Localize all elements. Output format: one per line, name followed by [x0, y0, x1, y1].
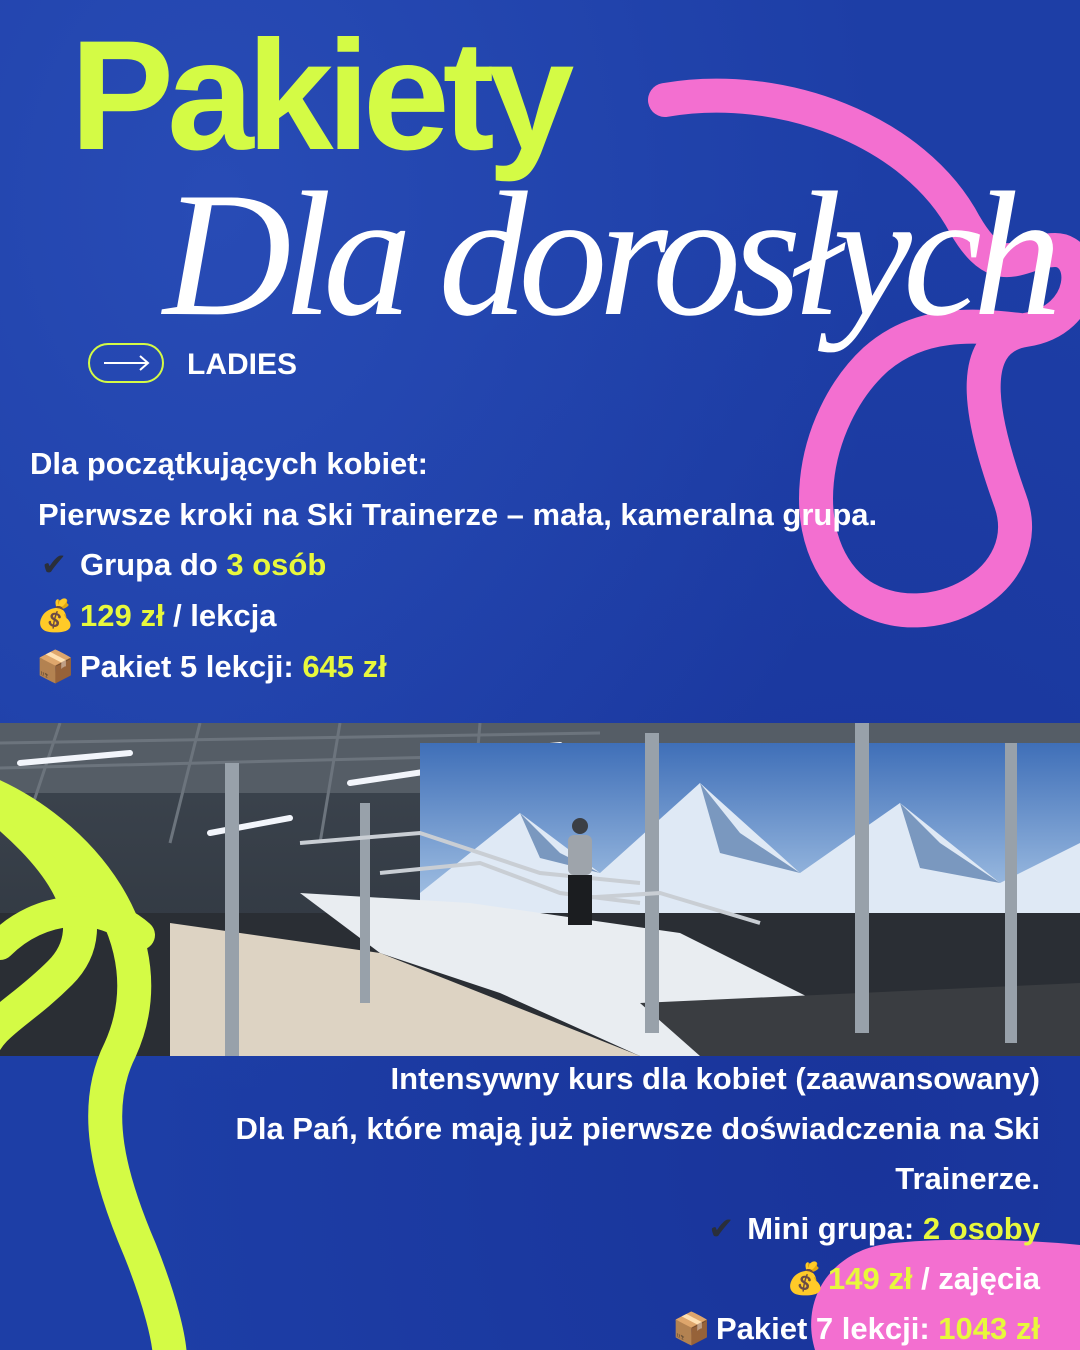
package-value: 1043 zł [938, 1311, 1040, 1346]
package-icon: 📦 [36, 649, 75, 685]
money-bag-icon: 💰 [36, 598, 75, 634]
package-label: Pakiet 7 lekcji: [715, 1311, 939, 1346]
section2-description-line2: Trainerze. [895, 1161, 1040, 1196]
section2-heading: Intensywny kurs dla kobiet (zaawansowany) [390, 1061, 1040, 1096]
group-label: Mini grupa: [747, 1211, 923, 1246]
check-icon: ✔ [708, 1211, 735, 1247]
section2-description-line1: Dla Pań, które mają już pierwsze doświadczenia na Ski [235, 1111, 1040, 1146]
group-label: Grupa do [80, 547, 227, 582]
section2-price [786, 1263, 1040, 1295]
group-value: 3 osób [226, 547, 327, 582]
price-value: 149 zł [828, 1261, 913, 1296]
money-bag-icon: 💰 [786, 1261, 825, 1297]
section1-description: Pierwsze kroki na Ski Trainerze – mała, kameralna grupa. [38, 497, 878, 532]
package-icon: 📦 [671, 1311, 711, 1347]
price-unit: / zajęcia [912, 1261, 1040, 1296]
package-label: Pakiet 5 lekcji: [80, 649, 303, 684]
price-value: 129 zł [80, 598, 165, 633]
check-icon: ✔ [41, 547, 67, 583]
tag-label: LADIES [187, 348, 298, 381]
price-unit: / lekcja [164, 598, 277, 633]
section2-package [672, 1313, 1040, 1345]
section2-group [703, 1213, 1040, 1245]
section1-heading: Dla początkujących kobiet: [30, 446, 428, 481]
page-subtitle: Dla dorosłych [163, 155, 1053, 353]
package-value: 645 zł [302, 649, 387, 684]
group-value: 2 osoby [922, 1211, 1040, 1246]
page-title: Pakiety [70, 9, 568, 183]
